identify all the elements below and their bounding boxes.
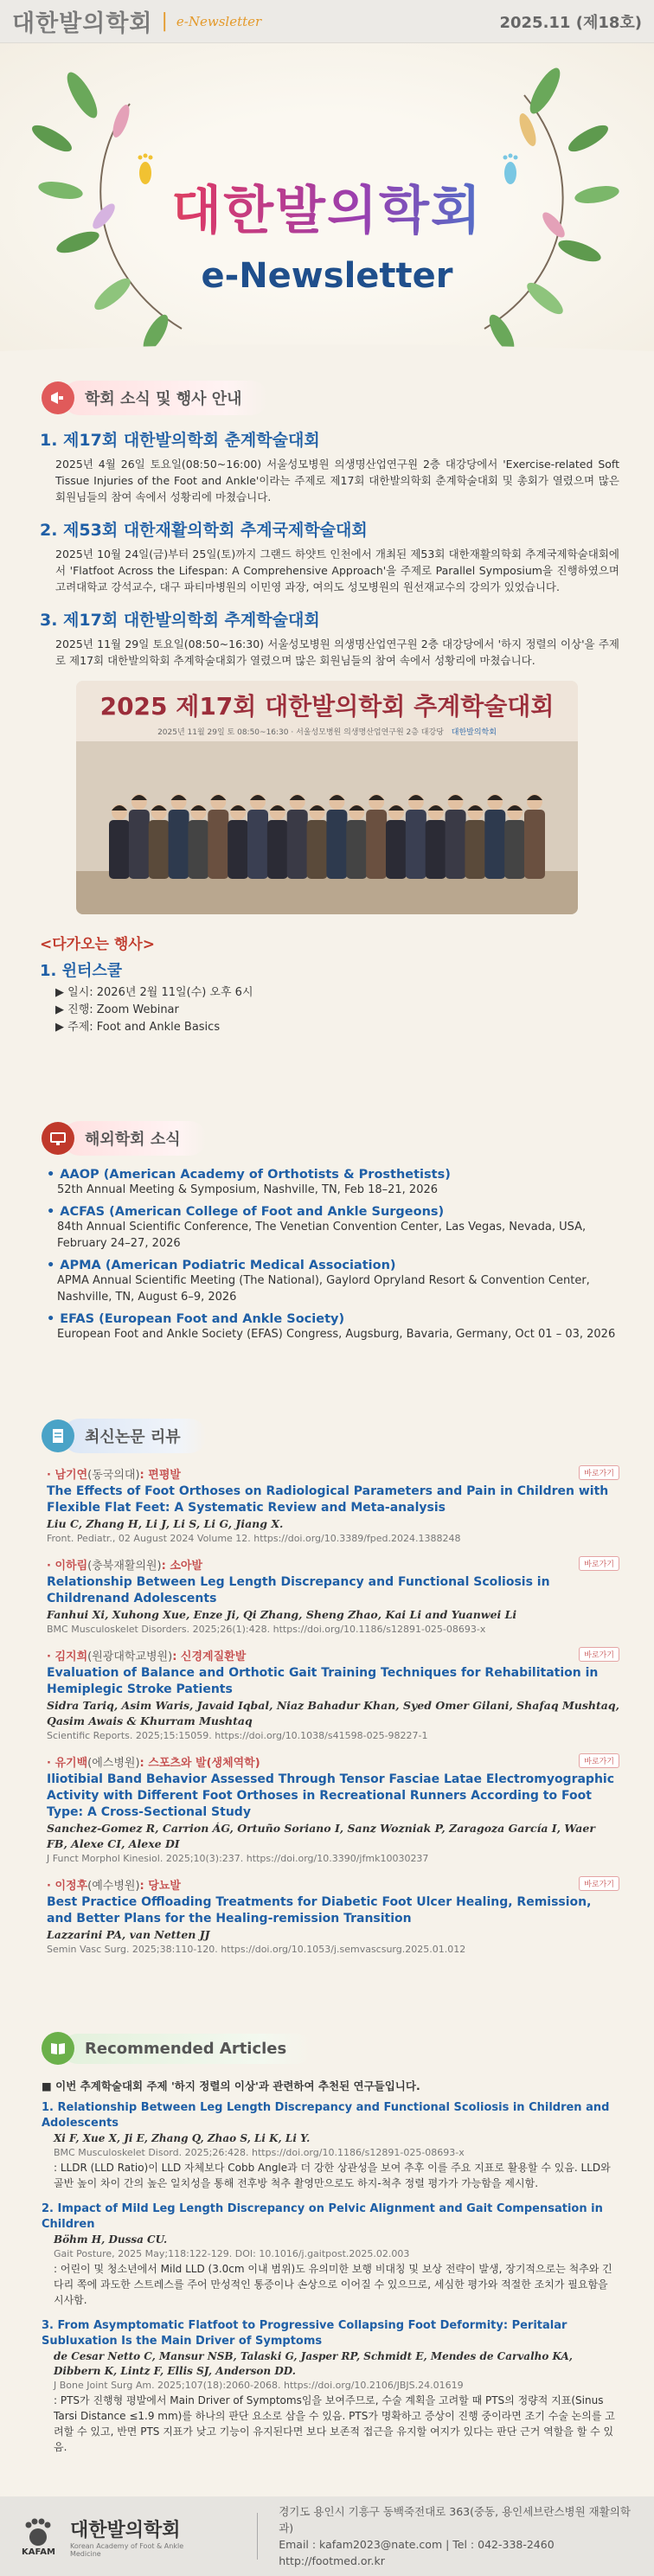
footprint-icon [19, 2516, 57, 2547]
paper-journal: Scientific Reports. 2025;15:15059. https://doi.org/10.1038/s41598-025-98227-1 [47, 1730, 428, 1741]
paper-journal: Front. Pediatr., 02 August 2024 Volume 12. https://doi.org/10.3389/fped.2024.1388248 [47, 1533, 461, 1544]
paper-authors: Sanchez-Gomez R, Carrion ÁG, Ortuño Soriano I, Sanz Wozniak P, Zaragoza García I, Waer FB, Alexe CI, Alexe DI [47, 1822, 595, 1850]
conference-description: 84th Annual Scientific Conference, The Venetian Convention Center, Las Vegas, Nevada, USA, February 24–27, 2026 [57, 1221, 587, 1250]
brand-name: 대한발의학회 [12, 10, 153, 37]
overseas-conference [47, 1259, 619, 1305]
upcoming-event-title: 1. 윈터스쿨 [40, 962, 123, 980]
recommended-article-journal: J Bone Joint Surg Am. 2025;107(18):2060-2068. https://doi.org/10.2106/JBJS.24.01619 [54, 2380, 464, 2391]
paper-authors: Lazzarini PA, van Netten JJ [47, 1928, 210, 1941]
hero-banner [0, 43, 654, 363]
recommended-article-journal: Gait Posture, 2025 May;118:122-129. DOI: 10.1016/j.gaitpost.2025.02.003 [54, 2248, 410, 2259]
review-topic: : 신경계질환발 [172, 1650, 247, 1663]
paper-link-button[interactable]: 바로가기 [579, 1753, 619, 1768]
reviewer-name: · 김지희 [47, 1650, 88, 1663]
issue-number: 2025.11 (제18호) [499, 13, 642, 32]
recommended-section [0, 2031, 654, 2465]
footer-address: 경기도 용인시 기흥구 동백죽전대로 363(중동, 용인세브란스병원 재활의학과) [279, 2505, 631, 2534]
reviewer-dept: (예수병원) [87, 1880, 140, 1893]
paper-title: Best Practice Offloading Treatments for Diabetic Foot Ulcer Healing, Remission, and Better Plans for the Healing-remission Transition [47, 1895, 592, 1926]
conference-description: APMA Annual Scientific Meeting (The National), Gaylord Opryland Resort & Convention Center, Nashville, TN, August 6–9, 2026 [57, 1274, 590, 1304]
footer-contact: Email : kafam2023@nate.com | Tel : 042-338-2460 [279, 2538, 555, 2551]
hero-subtitle: e-Newsletter [201, 256, 453, 296]
kafam-logo [16, 2513, 61, 2560]
news-section-header [42, 381, 654, 415]
paper-title: Iliotibial Band Behavior Assessed Through Tensor Fasciae Latae Electromyographic Activity with Different Foot Orthoses in Recreational Runners According to Foot Type: A Cross-Sectional Study [47, 1772, 615, 1819]
recommended-article-summary: : LLDR (LLD Ratio)이 LLD 자체보다 Cobb Angle과 더 강한 상관성을 보여 추후 이를 주요 지표로 활용할 수 있음. LLD와 골반 높이 차이 간의 높은 일치성을 통해 전후방 척추 촬영만으로도 하지-척추 정렬 평가가 가능함을 제시함. [54, 2162, 611, 2189]
monitor-icon [42, 1122, 74, 1155]
enewsletter-label: e-Newsletter [176, 13, 262, 29]
overseas-conference [47, 1205, 619, 1252]
recommended-article-title[interactable]: 1. Relationship Between Leg Length Discrepancy and Functional Scoliosis in Children and Adolescents [42, 2101, 610, 2130]
overseas-section [0, 1121, 654, 1349]
papers-section-title: 최신논문 리뷰 [62, 1419, 207, 1453]
recommended-article [42, 2100, 619, 2191]
photo-banner-org: 대한발의학회 [451, 728, 497, 737]
conference-name: • EFAS (European Foot and Ankle Society) [47, 1312, 619, 1326]
recommended-section-header [42, 2031, 654, 2066]
paper-link-button[interactable]: 바로가기 [579, 1556, 619, 1571]
reviewer-line [47, 1465, 619, 1482]
overseas-section-title: 해외학회 소식 [62, 1121, 207, 1156]
overseas-conference [47, 1312, 619, 1342]
recommended-article-journal: BMC Musculoskelet Disord. 2025;26:428. https://doi.org/10.1186/s12891-025-08693-x [54, 2147, 465, 2158]
news-section-title: 학회 소식 및 행사 안내 [62, 381, 268, 415]
review-topic: : 당뇨발 [139, 1880, 181, 1893]
paper-authors: Sidra Tariq, Asim Waris, Javaid Iqbal, Niaz Bahadur Khan, Syed Omer Gilani, Shafaq Mushtaq, Qasim Awais & Khurram Mushtaq [47, 1699, 619, 1727]
paper-review [47, 1753, 619, 1866]
photo-banner-subtitle: 2025년 11월 29일 토 08:50~16:30 · 서울성모병원 의생명산업연구원 2층 대강당 [157, 728, 444, 737]
footer [0, 2496, 654, 2576]
paper-title: Evaluation of Balance and Orthotic Gait Training Techniques for Rehabilitation in Hemiplegic Stroke Patients [47, 1666, 599, 1696]
conference-name: • APMA (American Podiatric Medical Association) [47, 1259, 619, 1272]
brand-separator: | [161, 10, 168, 32]
book-icon [42, 2032, 74, 2065]
reviewer-dept: (원광대학교병원) [87, 1650, 173, 1663]
reviewer-name: · 유기백 [47, 1757, 88, 1770]
paper-journal: Semin Vasc Surg. 2025;38:110-120. https://doi.org/10.1053/j.semvascsurg.2025.01.012 [47, 1944, 466, 1955]
news-item-title: 1. 제17회 대한발의학회 춘계학술대회 [40, 431, 320, 450]
recommended-article-title[interactable]: 3. From Asymptomatic Flatfoot to Progressive Collapsing Foot Deformity: Peritalar Subluxation Is the Main Driver of Symptoms [42, 2319, 567, 2348]
papers-section [0, 1419, 654, 1967]
reviewer-name: · 이하림 [47, 1560, 88, 1573]
overseas-section-header [42, 1121, 654, 1156]
group-photo-people-illustration [76, 741, 578, 914]
paper-authors: Liu C, Zhang H, Li J, Li S, Li G, Jiang X. [47, 1517, 284, 1530]
upcoming-events-title: <다가오는 행사> [40, 936, 155, 953]
upcoming-event-format: ▶ 진행: Zoom Webinar [55, 1003, 179, 1016]
reviewer-name: · 이정후 [47, 1880, 88, 1893]
paper-title: Relationship Between Leg Length Discrepancy and Functional Scoliosis in Childrenand Adolescents [47, 1575, 550, 1605]
photo-banner [76, 681, 578, 741]
logo-text: KAFAM [22, 2547, 55, 2557]
news-item [40, 607, 619, 669]
review-topic: : 소아발 [161, 1560, 203, 1573]
recommended-article [42, 2201, 619, 2308]
photo-banner-title: 2025 제17회 대한발의학회 추계학술대회 [99, 692, 555, 721]
paper-authors: Fanhui Xi, Xuhong Xue, Enze Ji, Qi Zhang, Sheng Zhao, Kai Li and Yuanwei Li [47, 1608, 517, 1621]
conference-name: • ACFAS (American College of Foot and Ankle Surgeons) [47, 1205, 619, 1219]
news-item [40, 427, 619, 505]
reviewer-line [47, 1556, 619, 1573]
recommended-article-summary: : PTS가 진행형 평발에서 Main Driver of Symptoms임을 보여주므로, 수술 계획을 고려할 때 PTS의 정량적 지표(Sinus Tarsi Distance ≤1.9 mm)를 하나의 판단 요소로 삼을 수 있음. PTS가 명확하고 증상이 진행 중이라면 조기 수술 논의를 고려할 수 있고, 반면 PTS 지표가 낮고 기능이 유지된다면 보다 보존적 접근을 유지할 여지가 있다는 판단 근거 역할을 할 수 있음. [54, 2394, 615, 2453]
news-item-body: 2025년 11월 29일 토요일(08:50~16:30) 서울성모병원 의생명산업연구원 2층 대강당에서 '하지 정렬의 이상'을 주제로 제17회 대한발의학회 추계학술대회가 열렸으며 많은 회원님들의 참여 속에서 성황리에 마쳤습니다. [55, 638, 619, 667]
recommended-article-authors: Xi F, Xue X, Ji E, Zhang Q, Zhao S, Li K, Li Y. [54, 2132, 311, 2144]
footer-website-link[interactable]: http://footmed.or.kr [279, 2554, 385, 2567]
reviewer-dept: (동국의대) [87, 1469, 140, 1482]
news-item-title: 2. 제53회 대한재활의학회 추계국제학술대회 [40, 521, 368, 540]
reviewer-line [47, 1876, 619, 1893]
recommended-article-authors: de Cesar Netto C, Mansur NSB, Talaski G, Jasper RP, Schmidt E, Mendes de Carvalho KA, Dibbern K, Lintz F, Ellis SJ, Anderson DD. [54, 2350, 573, 2377]
recommended-article [42, 2318, 619, 2455]
paper-journal: BMC Musculoskelet Disorders. 2025;26(1):428. https://doi.org/10.1186/s12891-025-08693-x [47, 1624, 486, 1635]
recommended-section-title: Recommended Articles [62, 2034, 312, 2064]
upcoming-event-topic: ▶ 주제: Foot and Ankle Basics [55, 1021, 221, 1034]
footer-divider [257, 2513, 258, 2560]
footer-org [70, 2515, 214, 2558]
megaphone-icon [42, 381, 74, 414]
overseas-conference [47, 1168, 619, 1198]
reviewer-name: · 남기연 [47, 1469, 88, 1482]
recommended-article-title[interactable]: 2. Impact of Mild Leg Length Discrepancy on Pelvic Alignment and Gait Compensation in Children [42, 2202, 603, 2231]
conference-name: • AAOP (American Academy of Orthotists & Prosthetists) [47, 1168, 619, 1182]
footer-org-english: Korean Academy of Foot & Ankle Medicine [69, 2541, 184, 2558]
paper-review [47, 1465, 619, 1546]
paper-review [47, 1556, 619, 1637]
paper-review [47, 1647, 619, 1743]
paper-journal: J Funct Morphol Kinesiol. 2025;10(3):237. https://doi.org/10.3390/jfmk10030237 [47, 1853, 429, 1864]
paper-link-button[interactable]: 바로가기 [579, 1876, 619, 1891]
review-topic: : 편평발 [139, 1469, 181, 1482]
reviewer-line [47, 1647, 619, 1663]
top-bar [0, 0, 654, 43]
recommended-intro: ■ 이번 추계학술대회 주제 '하지 정렬의 이상'과 관련하여 추천된 연구들입니다. [42, 2079, 420, 2092]
footer-contact-info [279, 2503, 638, 2569]
paper-review [47, 1876, 619, 1957]
recommended-article-authors: Böhm H, Dussa CU. [54, 2233, 168, 2246]
reviewer-dept: (에스병원) [87, 1757, 140, 1770]
footer-org-name: 대한발의학회 [69, 2519, 181, 2541]
upcoming-event [40, 958, 654, 1036]
papers-section-header [42, 1419, 654, 1453]
upcoming-event-details [40, 984, 654, 1036]
paper-link-button[interactable]: 바로가기 [579, 1465, 619, 1480]
review-topic: : 스포츠와 발(생체역학) [139, 1757, 260, 1770]
news-item [40, 517, 619, 595]
conference-description: 52th Annual Meeting & Symposium, Nashville, TN, Feb 18–21, 2026 [57, 1183, 439, 1196]
document-icon [42, 1419, 74, 1452]
reviewer-line [47, 1753, 619, 1770]
upcoming-event-date: ▶ 일시: 2026년 2월 11일(수) 오후 6시 [55, 986, 253, 999]
news-item-title: 3. 제17회 대한발의학회 추계학술대회 [40, 611, 320, 630]
paper-title: The Effects of Foot Orthoses on Radiological Parameters and Pain in Children with Flexible Flat Feet: A Systematic Review and Meta-analysis [47, 1484, 609, 1515]
recommended-article-summary: : 어린이 및 청소년에서 Mild LLD (3.0cm 이내 범위)도 유의미한 보행 비대칭 및 보상 전략이 발생, 장기적으로는 척추와 긴 다리 쪽에 과도한 스트레스를 주어 만성적인 통증이나 손상으로 이어질 수 있으므로, 세심한 평가와 적절한 조치가 필요함을 시사함. [54, 2263, 612, 2306]
hero-title: 대한발의학회 [0, 170, 654, 244]
news-section [0, 381, 654, 1036]
event-group-photo [76, 681, 578, 914]
news-item-body: 2025년 4월 26일 토요일(08:50~16:00) 서울성모병원 의생명산업연구원 2층 대강당에서 'Exercise-related Soft Tissue Injuries of the Foot and Ankle'이라는 주제로 제17회 대한발의학회 춘계학술대회 및 총회가 열렸으며 많은 회원님들의 참여 속에서 성황리에 마쳤습니다. [55, 458, 619, 503]
conference-description: European Foot and Ankle Society (EFAS) Congress, Augsburg, Bavaria, Germany, Oct 01 – 03, 2026 [57, 1328, 616, 1341]
news-item-body: 2025년 10월 24일(금)부터 25일(토)까지 그랜드 하얏트 인천에서 개최된 제53회 대한재활의학회 추계국제학술대회에서 'Flatfoot Across the Lifespan: A Comprehensive Approach'을 주제로 Parallel Symposium을 진행하였으며 고려대학교 강석교수, 대구 파티마병원의 이민영 과장, 여의도 성모병원의 원선재교수의 강의가 있었습니다. [55, 548, 619, 593]
paper-link-button[interactable]: 바로가기 [579, 1647, 619, 1662]
reviewer-dept: (충북재활의원) [87, 1560, 162, 1573]
